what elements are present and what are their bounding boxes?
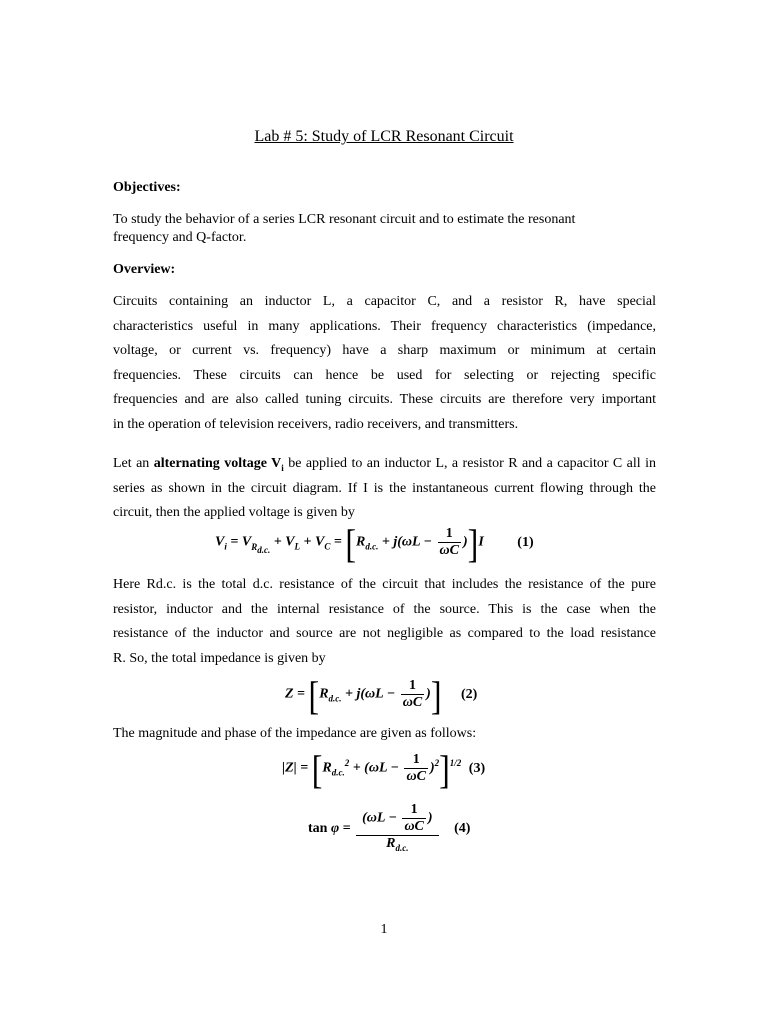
subscript: i — [281, 462, 284, 473]
paragraph-line: resistor, inductor and the internal resistance of the source. This is the case when the — [113, 601, 656, 617]
equation-number: (2) — [461, 686, 478, 702]
paragraph-line: frequencies and are also called tuning circuits. These circuits are therefore very important — [113, 392, 656, 407]
paragraph-line: R. So, the total impedance is given by — [113, 650, 326, 666]
paragraph-line: in the operation of television receivers, radio receivers, and transmitters. — [113, 416, 519, 432]
overview-paragraph-2 — [113, 452, 656, 526]
objectives-line: frequency and Q-factor. — [113, 229, 247, 245]
page-title: Lab # 5: Study of LCR Resonant Circuit — [254, 128, 514, 145]
equation-2: $Z = [R_{d.c.} + j(\omega L$ − $\frac{1}{\omega C}$ )] (2) — [285, 672, 478, 717]
equation-4: tan φ = (ωL − $\frac{1}{\omega C}$ ) $R_{d.c.}$ (4) — [308, 802, 471, 853]
objectives-line: To study the behavior of a series LCR resonant circuit and to estimate the resonant — [113, 212, 576, 227]
equation-3: $|Z| = [R_{d.c.}^2 + (\omega L$ − $\frac{1}{\omega C}$ )$^2$]$^{1/2}$ (3) — [282, 746, 486, 791]
overview-heading: Overview: — [113, 262, 176, 277]
paragraph-line: frequencies. These circuits can hence be used for selecting or rejecting specific — [113, 367, 656, 383]
paragraph-line: characteristics useful in many applications. Their frequency characteristics (impedance, — [113, 318, 656, 334]
overview-paragraph-1 — [113, 290, 656, 437]
paragraph-line: series as shown in the circuit diagram. If I is the instantaneous current flowing through the — [113, 480, 656, 496]
overview-paragraph-4 — [113, 722, 656, 747]
overview-paragraph-3 — [113, 573, 656, 671]
page-number: 1 — [380, 922, 388, 937]
paragraph-line: resistance of the inductor and source are not negligible as compared to the load resistance — [113, 626, 656, 641]
paragraph-line: The magnitude and phase of the impedance are given as follows: — [113, 726, 477, 741]
objectives-text — [113, 211, 656, 246]
equation-1: $V_i = V_{R_{d.c.}} + V_L + V_C = [R_{d.c.} + j(\omega L$ − $\frac{1}{\omega C}$ )]I (1) — [215, 520, 534, 565]
equation-number: (1) — [517, 534, 534, 550]
text-run: alternating voltage V — [153, 456, 282, 471]
equation-number: (3) — [468, 760, 486, 776]
paragraph-line: Circuits containing an inductor L, a capacitor C, and a resistor R, have special — [113, 294, 656, 309]
equation-number: (4) — [454, 821, 471, 837]
text-run: Let an — [113, 456, 154, 471]
text-run: be applied to an inductor L, a resistor R and a capacitor C all in — [283, 456, 656, 471]
paragraph-line: circuit, then the applied voltage is given by — [113, 505, 355, 520]
objectives-heading: Objectives: — [113, 180, 181, 195]
paragraph-line — [113, 452, 656, 477]
paragraph-line: voltage, or current vs. frequency) have a sharp maximum or minimum at certain — [113, 343, 656, 358]
paragraph-line: Here Rd.c. is the total d.c. resistance of the circuit that includes the resistance of the pure — [113, 577, 656, 592]
bold-term — [154, 456, 284, 471]
